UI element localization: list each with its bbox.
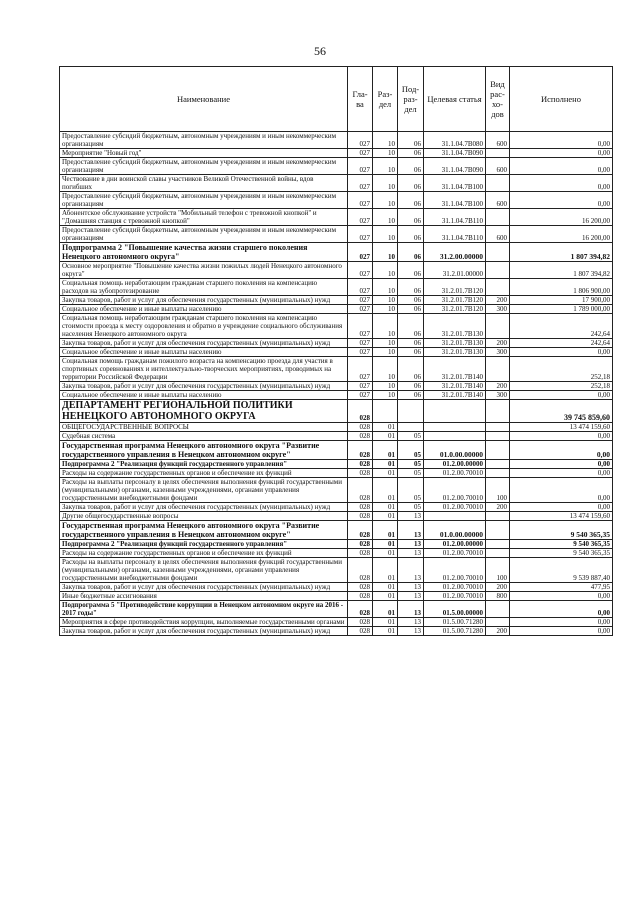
cell-glava: 027 <box>348 226 373 243</box>
table-row <box>60 226 613 243</box>
cell-razdel: 10 <box>373 391 398 400</box>
cell-target: 31.2.01.7В130 <box>424 348 486 357</box>
cell-podrazdel <box>398 423 424 432</box>
cell-podrazdel: 06 <box>398 209 424 226</box>
cell-podrazdel: 06 <box>398 339 424 348</box>
cell-name: Предоставление субсидий бюджетным, автономным учреждениям и иным некоммерческим организациям <box>60 226 348 243</box>
cell-glava: 028 <box>348 441 373 460</box>
cell-executed: 1 806 900,00 <box>510 279 613 296</box>
cell-name: Основное мероприятие "Повышение качества жизни пожилых людей Ненецкого автономного округа" <box>60 262 348 279</box>
cell-glava: 027 <box>348 262 373 279</box>
cell-razdel: 01 <box>373 432 398 441</box>
cell-podrazdel: 06 <box>398 279 424 296</box>
table-row <box>60 469 613 478</box>
cell-podrazdel: 06 <box>398 192 424 209</box>
cell-glava: 027 <box>348 357 373 382</box>
cell-name: Подпрограмма 5 "Противодействие коррупции в Ненецком автономном округе на 2016 - 2017 годы" <box>60 601 348 618</box>
cell-podrazdel: 06 <box>398 132 424 149</box>
cell-razdel: 01 <box>373 601 398 618</box>
cell-target <box>424 423 486 432</box>
table-row <box>60 592 613 601</box>
cell-razdel: 01 <box>373 558 398 583</box>
cell-name: Социальная помощь неработающим гражданам старшего поколения на компенсацию стоимости проезда к месту оздоровления и обратно в учреждение социального обслуживания населения Ненецкого автономного округа <box>60 314 348 339</box>
cell-razdel: 10 <box>373 348 398 357</box>
cell-vid: 200 <box>486 296 510 305</box>
cell-vid <box>486 314 510 339</box>
table-row <box>60 432 613 441</box>
cell-podrazdel: 05 <box>398 469 424 478</box>
cell-executed: 1 789 000,00 <box>510 305 613 314</box>
cell-executed: 9 540 365,35 <box>510 521 613 540</box>
cell-executed: 0,00 <box>510 149 613 158</box>
cell-name: Закупка товаров, работ и услуг для обеспечения государственных (муниципальных) нужд <box>60 503 348 512</box>
cell-vid <box>486 423 510 432</box>
cell-razdel: 10 <box>373 357 398 382</box>
header-razdel: Раз-дел <box>373 67 398 132</box>
cell-vid: 200 <box>486 339 510 348</box>
cell-name: Иные бюджетные ассигнования <box>60 592 348 601</box>
cell-razdel: 10 <box>373 158 398 175</box>
cell-target: 31.1.04.7В100 <box>424 192 486 209</box>
cell-podrazdel: 13 <box>398 540 424 549</box>
cell-name: Социальное обеспечение и иные выплаты населению <box>60 391 348 400</box>
cell-podrazdel: 06 <box>398 175 424 192</box>
cell-name: Закупка товаров, работ и услуг для обеспечения государственных (муниципальных) нужд <box>60 583 348 592</box>
cell-executed: 0,00 <box>510 158 613 175</box>
cell-podrazdel: 06 <box>398 296 424 305</box>
cell-razdel: 10 <box>373 149 398 158</box>
table-row <box>60 627 613 636</box>
cell-glava: 028 <box>348 460 373 469</box>
cell-glava: 028 <box>348 618 373 627</box>
cell-podrazdel: 06 <box>398 382 424 391</box>
cell-target: 01.2.00.00000 <box>424 540 486 549</box>
cell-podrazdel: 13 <box>398 558 424 583</box>
cell-podrazdel: 06 <box>398 226 424 243</box>
cell-glava: 027 <box>348 132 373 149</box>
cell-podrazdel: 13 <box>398 601 424 618</box>
table-row <box>60 391 613 400</box>
table-row <box>60 460 613 469</box>
cell-executed: 13 474 159,60 <box>510 512 613 521</box>
cell-executed: 0,00 <box>510 601 613 618</box>
cell-glava: 028 <box>348 423 373 432</box>
table-row <box>60 357 613 382</box>
cell-executed: 0,00 <box>510 478 613 503</box>
cell-vid <box>486 469 510 478</box>
cell-target: 01.2.00.70010 <box>424 592 486 601</box>
cell-target: 31.2.01.7В120 <box>424 296 486 305</box>
cell-vid <box>486 512 510 521</box>
cell-vid: 600 <box>486 226 510 243</box>
cell-target: 31.1.04.7В110 <box>424 226 486 243</box>
cell-glava: 028 <box>348 601 373 618</box>
cell-executed: 0,00 <box>510 132 613 149</box>
cell-vid: 600 <box>486 192 510 209</box>
cell-target: 01.2.00.70010 <box>424 503 486 512</box>
cell-razdel: 01 <box>373 469 398 478</box>
cell-vid <box>486 175 510 192</box>
table-row <box>60 262 613 279</box>
cell-target: 31.2.01.7В120 <box>424 279 486 296</box>
cell-vid: 600 <box>486 158 510 175</box>
cell-glava: 027 <box>348 296 373 305</box>
cell-razdel: 10 <box>373 243 398 262</box>
cell-podrazdel: 05 <box>398 441 424 460</box>
cell-vid <box>486 540 510 549</box>
cell-glava: 027 <box>348 158 373 175</box>
cell-name: Мероприятия в сфере противодействия коррупции, выполняемые государственными органами <box>60 618 348 627</box>
cell-executed: 242,64 <box>510 314 613 339</box>
table-row <box>60 583 613 592</box>
cell-razdel: 10 <box>373 262 398 279</box>
cell-executed: 9 540 365,35 <box>510 540 613 549</box>
cell-vid: 800 <box>486 592 510 601</box>
cell-razdel <box>373 400 398 423</box>
cell-glava: 027 <box>348 314 373 339</box>
cell-vid <box>486 400 510 423</box>
table-row <box>60 540 613 549</box>
table-row <box>60 305 613 314</box>
cell-target: 31.2.01.00000 <box>424 262 486 279</box>
table-row <box>60 175 613 192</box>
header-podrazdel: Под-раз-дел <box>398 67 424 132</box>
table-row <box>60 243 613 262</box>
cell-vid: 100 <box>486 478 510 503</box>
cell-target: 31.2.01.7В130 <box>424 339 486 348</box>
cell-name: Предоставление субсидий бюджетным, автономным учреждениям и иным некоммерческим организациям <box>60 192 348 209</box>
cell-vid <box>486 243 510 262</box>
cell-glava: 027 <box>348 149 373 158</box>
cell-name: Предоставление субсидий бюджетным, автономным учреждениям и иным некоммерческим организациям <box>60 158 348 175</box>
cell-executed: 13 474 159,60 <box>510 423 613 432</box>
cell-name: Подпрограмма 2 "Реализация функций государственного управления" <box>60 540 348 549</box>
cell-glava: 028 <box>348 400 373 423</box>
cell-executed: 1 807 394,82 <box>510 243 613 262</box>
cell-target <box>424 512 486 521</box>
cell-executed: 16 200,00 <box>510 209 613 226</box>
cell-name: Закупка товаров, работ и услуг для обеспечения государственных (муниципальных) нужд <box>60 296 348 305</box>
cell-podrazdel: 13 <box>398 512 424 521</box>
cell-razdel: 01 <box>373 512 398 521</box>
cell-razdel: 01 <box>373 618 398 627</box>
cell-razdel: 10 <box>373 132 398 149</box>
cell-podrazdel: 13 <box>398 583 424 592</box>
cell-glava: 027 <box>348 348 373 357</box>
cell-vid: 200 <box>486 382 510 391</box>
table-row <box>60 423 613 432</box>
cell-name: Расходы на содержание государственных органов и обеспечение их функций <box>60 549 348 558</box>
cell-vid: 600 <box>486 132 510 149</box>
cell-podrazdel: 06 <box>398 348 424 357</box>
cell-podrazdel: 06 <box>398 158 424 175</box>
cell-target <box>424 400 486 423</box>
cell-razdel: 10 <box>373 382 398 391</box>
cell-executed: 252,18 <box>510 357 613 382</box>
header-name: Наименование <box>60 67 348 132</box>
cell-name: Подпрограмма 2 "Повышение качества жизни старшего поколения Ненецкого автономного округа" <box>60 243 348 262</box>
cell-name: Мероприятие "Новый год" <box>60 149 348 158</box>
cell-podrazdel: 06 <box>398 149 424 158</box>
cell-razdel: 01 <box>373 583 398 592</box>
cell-executed: 0,00 <box>510 618 613 627</box>
cell-glava: 027 <box>348 209 373 226</box>
cell-target: 01.5.00.71280 <box>424 618 486 627</box>
cell-target: 31.1.04.7В090 <box>424 149 486 158</box>
cell-razdel: 01 <box>373 460 398 469</box>
table-row <box>60 521 613 540</box>
cell-razdel: 10 <box>373 339 398 348</box>
header-target: Целевая статья <box>424 67 486 132</box>
cell-name: Расходы на содержание государственных органов и обеспечение их функций <box>60 469 348 478</box>
cell-executed: 0,00 <box>510 175 613 192</box>
cell-razdel: 10 <box>373 305 398 314</box>
cell-name: Предоставление субсидий бюджетным, автономным учреждениям и иным некоммерческим организациям <box>60 132 348 149</box>
cell-name: Государственная программа Ненецкого автономного округа "Развитие государственного управления в Ненецком автономном округе" <box>60 521 348 540</box>
cell-podrazdel: 13 <box>398 627 424 636</box>
cell-glava: 027 <box>348 339 373 348</box>
cell-vid <box>486 618 510 627</box>
cell-target: 01.5.00.71280 <box>424 627 486 636</box>
header-glava: Гла-ва <box>348 67 373 132</box>
table-header-row <box>60 67 613 132</box>
cell-target: 01.5.00.00000 <box>424 601 486 618</box>
cell-executed: 0,00 <box>510 503 613 512</box>
cell-target: 01.2.00.70010 <box>424 549 486 558</box>
cell-glava: 028 <box>348 592 373 601</box>
cell-razdel: 01 <box>373 478 398 503</box>
cell-executed: 0,00 <box>510 627 613 636</box>
cell-glava: 027 <box>348 192 373 209</box>
table-row <box>60 618 613 627</box>
cell-glava: 028 <box>348 627 373 636</box>
cell-glava: 027 <box>348 175 373 192</box>
cell-executed: 0,00 <box>510 432 613 441</box>
cell-vid: 200 <box>486 503 510 512</box>
cell-target: 01.0.00.00000 <box>424 521 486 540</box>
cell-executed: 17 900,00 <box>510 296 613 305</box>
cell-executed: 0,00 <box>510 469 613 478</box>
cell-razdel: 10 <box>373 192 398 209</box>
cell-name: Судебная система <box>60 432 348 441</box>
header-vid: Вид рас-хо-дов <box>486 67 510 132</box>
cell-glava: 028 <box>348 558 373 583</box>
cell-vid: 300 <box>486 391 510 400</box>
cell-target: 31.1.04.7В090 <box>424 158 486 175</box>
expenditure-table <box>59 66 613 636</box>
cell-razdel: 10 <box>373 279 398 296</box>
table-row <box>60 339 613 348</box>
cell-target: 01.2.00.70010 <box>424 478 486 503</box>
cell-name: Чествование в дни воинской славы участников Великой Отечественной войны, вдов погибших <box>60 175 348 192</box>
cell-vid <box>486 521 510 540</box>
cell-target: 01.2.00.70010 <box>424 583 486 592</box>
cell-podrazdel: 13 <box>398 618 424 627</box>
cell-target: 31.1.04.7В100 <box>424 175 486 192</box>
header-executed: Исполнено <box>510 67 613 132</box>
cell-target: 01.2.00.70010 <box>424 558 486 583</box>
cell-executed: 9 540 365,35 <box>510 549 613 558</box>
cell-executed: 16 200,00 <box>510 226 613 243</box>
table-row <box>60 503 613 512</box>
cell-glava: 027 <box>348 243 373 262</box>
cell-razdel: 10 <box>373 175 398 192</box>
cell-executed: 0,00 <box>510 592 613 601</box>
cell-glava: 027 <box>348 382 373 391</box>
table-row <box>60 209 613 226</box>
table-row <box>60 314 613 339</box>
cell-vid: 100 <box>486 558 510 583</box>
table-row <box>60 158 613 175</box>
table-row <box>60 512 613 521</box>
cell-target: 31.2.00.00000 <box>424 243 486 262</box>
cell-podrazdel: 06 <box>398 305 424 314</box>
cell-glava: 028 <box>348 503 373 512</box>
cell-glava: 028 <box>348 432 373 441</box>
cell-glava: 028 <box>348 521 373 540</box>
cell-razdel: 10 <box>373 296 398 305</box>
cell-name: Государственная программа Ненецкого автономного округа "Развитие государственного управления в Ненецком автономном округе" <box>60 441 348 460</box>
table-row <box>60 149 613 158</box>
cell-vid <box>486 601 510 618</box>
cell-executed: 477,95 <box>510 583 613 592</box>
table-row <box>60 382 613 391</box>
cell-razdel: 01 <box>373 503 398 512</box>
cell-name: Закупка товаров, работ и услуг для обеспечения государственных (муниципальных) нужд <box>60 339 348 348</box>
cell-razdel: 01 <box>373 441 398 460</box>
cell-vid <box>486 432 510 441</box>
table-body <box>60 132 613 636</box>
cell-target: 01.0.00.00000 <box>424 441 486 460</box>
cell-name: Социальное обеспечение и иные выплаты населению <box>60 348 348 357</box>
table-row <box>60 441 613 460</box>
cell-target: 31.2.01.7В120 <box>424 305 486 314</box>
cell-glava: 027 <box>348 279 373 296</box>
cell-name: Закупка товаров, работ и услуг для обеспечения государственных (муниципальных) нужд <box>60 382 348 391</box>
cell-vid <box>486 149 510 158</box>
cell-target: 01.2.00.70010 <box>424 469 486 478</box>
table-row <box>60 279 613 296</box>
cell-podrazdel: 06 <box>398 314 424 339</box>
cell-name: Расходы на выплаты персоналу в целях обеспечения выполнения функций государственными (муниципальными) органами, казенными учреждениями, органами управления государственными внебюджетными фондами <box>60 558 348 583</box>
cell-razdel: 01 <box>373 592 398 601</box>
cell-podrazdel: 05 <box>398 478 424 503</box>
cell-executed: 1 807 394,82 <box>510 262 613 279</box>
cell-razdel: 01 <box>373 627 398 636</box>
table-row <box>60 549 613 558</box>
table-row <box>60 132 613 149</box>
cell-name: Социальная помощь гражданам пожилого возраста на компенсацию проезда для участия в спортивных соревнованиях и интеллектуально-творческих мероприятиях, проводимых на территории Российской Федерации <box>60 357 348 382</box>
cell-razdel: 01 <box>373 549 398 558</box>
cell-executed: 0,00 <box>510 460 613 469</box>
cell-executed: 242,64 <box>510 339 613 348</box>
cell-executed: 252,18 <box>510 382 613 391</box>
cell-target: 31.2.01.7В140 <box>424 391 486 400</box>
table-row <box>60 296 613 305</box>
cell-vid <box>486 549 510 558</box>
cell-glava: 028 <box>348 469 373 478</box>
cell-target: 01.2.00.00000 <box>424 460 486 469</box>
cell-name: Социальная помощь неработающим гражданам старшего поколения на компенсацию расходов на зубопротезирование <box>60 279 348 296</box>
cell-podrazdel <box>398 400 424 423</box>
cell-vid: 300 <box>486 348 510 357</box>
cell-razdel: 10 <box>373 209 398 226</box>
cell-name: Социальное обеспечение и иные выплаты населению <box>60 305 348 314</box>
cell-executed: 0,00 <box>510 348 613 357</box>
table-row <box>60 558 613 583</box>
cell-executed: 9 539 887,40 <box>510 558 613 583</box>
page-number: 56 <box>314 44 326 58</box>
cell-name: ДЕПАРТАМЕНТ РЕГИОНАЛЬНОЙ ПОЛИТИКИ НЕНЕЦКОГО АВТОНОМНОГО ОКРУГА <box>60 400 348 423</box>
cell-vid <box>486 460 510 469</box>
cell-executed: 0,00 <box>510 391 613 400</box>
cell-glava: 028 <box>348 540 373 549</box>
cell-razdel: 10 <box>373 226 398 243</box>
cell-podrazdel: 13 <box>398 549 424 558</box>
cell-podrazdel: 06 <box>398 357 424 382</box>
cell-name: Абонентское обслуживание устройств "Мобильный телефон с тревожной кнопкой" и "Домашняя станция с тревожной кнопкой" <box>60 209 348 226</box>
table-row <box>60 478 613 503</box>
cell-vid <box>486 279 510 296</box>
cell-executed: 39 745 859,60 <box>510 400 613 423</box>
cell-glava: 028 <box>348 478 373 503</box>
cell-vid: 200 <box>486 583 510 592</box>
cell-razdel: 10 <box>373 314 398 339</box>
cell-vid: 200 <box>486 627 510 636</box>
cell-target: 31.1.04.7В080 <box>424 132 486 149</box>
cell-executed: 0,00 <box>510 441 613 460</box>
cell-podrazdel: 06 <box>398 243 424 262</box>
cell-vid <box>486 441 510 460</box>
cell-podrazdel: 05 <box>398 460 424 469</box>
cell-target: 31.2.01.7В140 <box>424 357 486 382</box>
table-row <box>60 400 613 423</box>
cell-target: 31.2.01.7В140 <box>424 382 486 391</box>
cell-razdel: 01 <box>373 423 398 432</box>
cell-glava: 027 <box>348 305 373 314</box>
cell-glava: 027 <box>348 391 373 400</box>
cell-podrazdel: 06 <box>398 262 424 279</box>
cell-podrazdel: 06 <box>398 391 424 400</box>
cell-glava: 028 <box>348 583 373 592</box>
cell-name: ОБЩЕГОСУДАРСТВЕННЫЕ ВОПРОСЫ <box>60 423 348 432</box>
cell-razdel: 01 <box>373 521 398 540</box>
cell-vid <box>486 357 510 382</box>
cell-name: Другие общегосударственные вопросы <box>60 512 348 521</box>
cell-razdel: 01 <box>373 540 398 549</box>
cell-name: Закупка товаров, работ и услуг для обеспечения государственных (муниципальных) нужд <box>60 627 348 636</box>
cell-name: Расходы на выплаты персоналу в целях обеспечения выполнения функций государственными (муниципальными) органами, казенными учреждениями, органами управления государственными внебюджетными фондами <box>60 478 348 503</box>
cell-vid: 300 <box>486 305 510 314</box>
table-row <box>60 192 613 209</box>
cell-podrazdel: 13 <box>398 521 424 540</box>
cell-vid <box>486 209 510 226</box>
cell-target: 31.1.04.7В110 <box>424 209 486 226</box>
cell-vid <box>486 262 510 279</box>
cell-target <box>424 432 486 441</box>
cell-target: 31.2.01.7В130 <box>424 314 486 339</box>
table-row <box>60 348 613 357</box>
cell-podrazdel: 05 <box>398 503 424 512</box>
cell-executed: 0,00 <box>510 192 613 209</box>
cell-podrazdel: 05 <box>398 432 424 441</box>
cell-glava: 028 <box>348 549 373 558</box>
cell-podrazdel: 13 <box>398 592 424 601</box>
cell-glava: 028 <box>348 512 373 521</box>
cell-name: Подпрограмма 2 "Реализация функций государственного управления" <box>60 460 348 469</box>
table-row <box>60 601 613 618</box>
